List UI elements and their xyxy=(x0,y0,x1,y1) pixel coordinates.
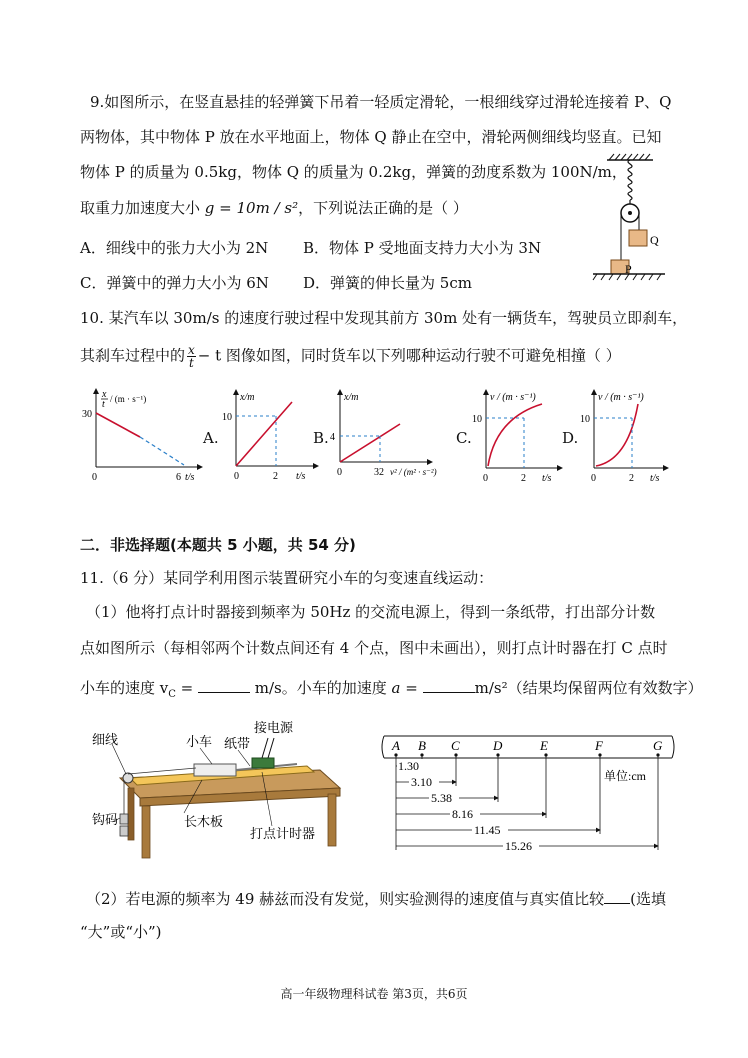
q9-g-formula: g = 10m / s² xyxy=(204,199,299,217)
optC-ylabel: v / (m · s⁻¹) xyxy=(490,392,536,403)
q10-line2 xyxy=(80,344,621,369)
tape-distance-5: 11.45 xyxy=(474,823,501,837)
q10-opt-d-label: D. xyxy=(562,429,579,447)
tape-point-f: F xyxy=(595,738,603,753)
optB-ylabel: x/m xyxy=(344,392,359,403)
apparatus-label-timer: 打点计时器 xyxy=(250,826,316,841)
q11-part2-blank[interactable] xyxy=(604,887,630,904)
q9-label-p: P xyxy=(625,262,632,276)
tape-distance-3: 5.38 xyxy=(431,791,452,805)
optD-y-tick: 10 xyxy=(580,414,590,425)
section2-title: 二．非选择题(本题共 5 小题，共 54 分) xyxy=(80,536,356,554)
tape-distance-1: 1.30 xyxy=(398,759,419,773)
main-y-tick: 30 xyxy=(82,409,92,420)
apparatus-label-power: 接电源 xyxy=(254,720,294,735)
apparatus-label-tape: 纸带 xyxy=(224,736,251,751)
q10-fraction-x-over-t xyxy=(187,344,196,369)
tape-point-c: C xyxy=(451,738,460,753)
optC-origin: 0 xyxy=(483,473,488,483)
q9-line4-pre: 取重力加速度大小 xyxy=(80,199,205,217)
q11-part2-post: (选填 xyxy=(630,890,667,908)
q11-line4-c: m/s。小车的加速度 xyxy=(250,679,392,697)
q11-line4 xyxy=(80,676,703,705)
q9-option-c: C．弹簧中的弹力大小为 6N xyxy=(80,274,269,292)
q10-option-c-graph xyxy=(472,388,567,483)
q9-line4 xyxy=(80,198,468,218)
q11-paper-tape xyxy=(380,728,680,858)
apparatus-label-board: 长木板 xyxy=(184,814,224,829)
main-origin: 0 xyxy=(92,472,97,483)
apparatus-label-string: 细线 xyxy=(92,732,119,747)
q11-line4-b: = xyxy=(175,679,199,697)
optB-xlabel: v² / (m² · s⁻²) xyxy=(390,467,437,477)
optC-x-tick: 2 xyxy=(521,473,526,483)
q10-opt-c-label: C. xyxy=(456,429,472,447)
main-ylabel-den: t xyxy=(102,399,105,410)
page-footer: 高一年级物理科试卷 第3页，共6页 xyxy=(280,987,468,1001)
optD-origin: 0 xyxy=(591,473,596,483)
q11-velocity-blank[interactable] xyxy=(198,676,250,693)
q11-line3: 点如图所示（每相邻两个计数点间还有 4 个点，图中未画出），则打点计时器在打 C 点时 xyxy=(80,639,668,657)
tape-distance-2: 3.10 xyxy=(411,775,432,789)
q11-line4-d: a = xyxy=(391,679,423,697)
q9-spring-pulley-figure xyxy=(585,150,675,290)
q11-apparatus-figure xyxy=(92,718,352,863)
optB-x-tick: 32 xyxy=(374,467,384,478)
q9-option-a: A．细线中的张力大小为 2N xyxy=(80,239,269,257)
tape-unit: 单位:cm xyxy=(604,769,646,783)
q9-line3: 物体 P 的质量为 0.5kg，物体 Q 的质量为 0.2kg，弹簧的劲度系数为 100N/m， xyxy=(80,163,627,181)
optB-origin: 0 xyxy=(337,467,342,478)
tape-point-b: B xyxy=(418,738,426,753)
q10-opt-a-label: A. xyxy=(203,429,219,447)
q10-option-b-graph xyxy=(330,388,455,483)
q9-line2: 两物体，其中物体 P 放在水平地面上，物体 Q 静止在空中，滑轮两侧细线均竖直。已知 xyxy=(80,128,662,146)
q10-frac-num: x xyxy=(188,343,195,357)
optA-y-tick: 10 xyxy=(222,412,232,423)
q11-line4-a: 小车的速度 v xyxy=(80,679,169,697)
q10-option-a-graph xyxy=(222,388,322,483)
q11-part2-line2: “大”或“小”) xyxy=(80,923,162,941)
tape-point-g: G xyxy=(653,738,663,753)
q11-line1: 11.（6 分）某同学利用图示装置研究小车的匀变速直线运动： xyxy=(80,569,494,587)
tape-point-e: E xyxy=(540,738,548,753)
q11-line2: （1）他将打点计时器接到频率为 50Hz 的交流电源上，得到一条纸带，打出部分计数 xyxy=(86,603,656,621)
main-x-tick: 6 xyxy=(176,472,181,483)
optA-ylabel: x/m xyxy=(240,392,255,403)
tape-point-d: D xyxy=(493,738,503,753)
q11-line4-e: m/s²（结果均保留两位有效数字） xyxy=(474,679,703,697)
apparatus-label-cart: 小车 xyxy=(186,734,213,749)
apparatus-label-hook: 钩码 xyxy=(92,812,119,827)
q10-opt-b-label: B. xyxy=(313,429,329,447)
q10-line2-post: − t 图像如图，同时货车以下列哪种运动行驶不可避免相撞（ ） xyxy=(197,346,621,365)
optA-origin: 0 xyxy=(234,471,239,482)
tape-distance-4: 8.16 xyxy=(452,807,473,821)
q10-line2-pre: 其刹车过程中的 xyxy=(80,346,186,365)
main-ylabel-unit: / (m · s⁻¹) xyxy=(110,394,147,404)
q9-option-b: B．物体 P 受地面支持力大小为 3N xyxy=(303,239,542,257)
q11-acceleration-blank[interactable] xyxy=(423,676,475,693)
q11-part2-text: （2）若电源的频率为 49 赫兹而没有发觉，则实验测得的速度值与真实值比较 xyxy=(86,890,605,908)
q11-part2-line1 xyxy=(86,887,666,909)
optD-ylabel: v / (m · s⁻¹) xyxy=(598,392,644,403)
optA-x-tick: 2 xyxy=(273,471,278,482)
optC-xlabel: t/s xyxy=(542,473,552,483)
q9-line4-post: ，下列说法正确的是（ ） xyxy=(298,199,468,217)
q11-line4-sub: C xyxy=(168,689,176,700)
tape-distance-6: 15.26 xyxy=(505,839,532,853)
q9-label-q: Q xyxy=(650,233,659,247)
q10-main-graph xyxy=(80,385,205,485)
q10-frac-den: t xyxy=(188,356,194,370)
main-xlabel: t/s xyxy=(185,472,195,483)
optD-x-tick: 2 xyxy=(629,473,634,483)
q10-line1: 10. 某汽车以 30m/s 的速度行驶过程中发现其前方 30m 处有一辆货车，驾驶员立即刹车， xyxy=(80,309,688,327)
tape-point-a: A xyxy=(392,738,400,753)
optB-y-tick: 4 xyxy=(330,432,335,443)
q9-option-d: D．弹簧的伸长量为 5cm xyxy=(303,274,472,292)
optA-xlabel: t/s xyxy=(296,471,306,482)
optC-y-tick: 10 xyxy=(472,414,482,425)
q9-line1: 9.如图所示，在竖直悬挂的轻弹簧下吊着一轻质定滑轮，一根细线穿过滑轮连接着 P、Q xyxy=(90,93,672,111)
q10-option-d-graph xyxy=(580,388,672,483)
main-ylabel-num: x xyxy=(102,389,107,400)
optD-xlabel: t/s xyxy=(650,473,660,483)
